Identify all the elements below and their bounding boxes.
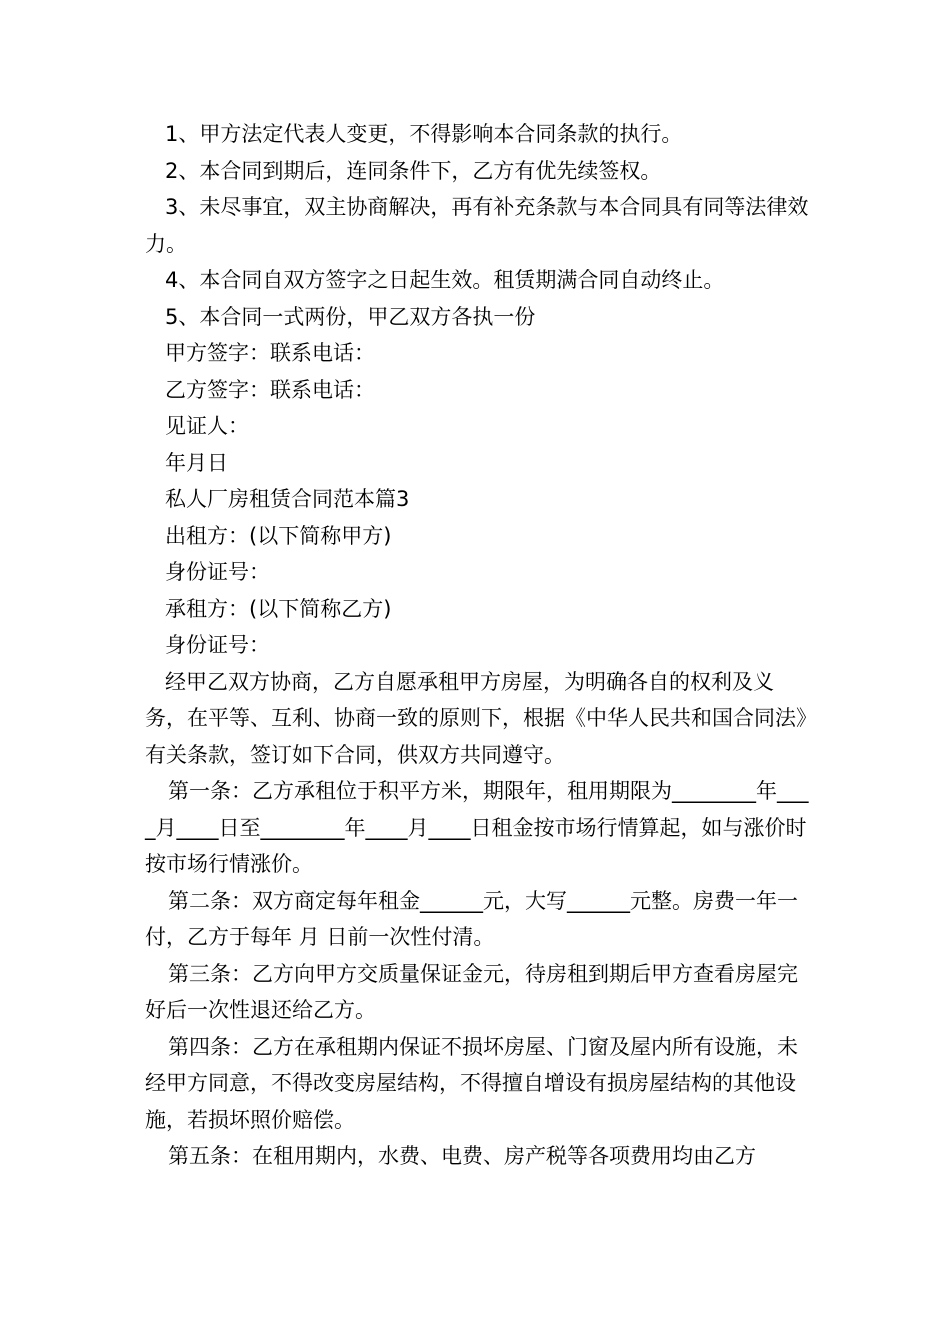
party-b-signature: 乙方签字：联系电话：	[165, 377, 375, 402]
lessee-line: 承租方：(以下简称乙方)	[165, 596, 392, 621]
article-5: 第五条：在租用期内，水费、电费、房产税等各项费用均由乙方	[168, 1144, 756, 1168]
lessor-line: 出租方：(以下简称甲方)	[165, 523, 392, 548]
lessee-id-line: 身份证号：	[165, 633, 270, 657]
article-3: 第三条：乙方向甲方交质量保证金元，待房租到期后甲方查看房屋完好后一次性退还给乙方。	[145, 961, 798, 1022]
section-title: 私人厂房租赁合同范本篇3	[165, 487, 410, 511]
preamble-paragraph: 经甲乙双方协商，乙方自愿承租甲方房屋，为明确各自的权利及义务，在平等、互利、协商一致的原则下，根据《中华人民共和国合同法》有关条款，签订如下合同，供双方共同遵守。	[145, 669, 807, 767]
date-line: 年月日	[165, 450, 228, 475]
article-1: 第一条：乙方承租位于积平方米，期限年，租用期限为________年____月____日至________年____月____日租金按市场行情算起，如与涨价时按市场行情涨价。	[145, 779, 809, 876]
lessor-id-line: 身份证号：	[165, 560, 270, 584]
clause-4: 4、本合同自双方签字之日起生效。租赁期满合同自动终止。	[165, 268, 725, 292]
article-4: 第四条：乙方在承租期内保证不损坏房屋、门窗及屋内所有设施，未经甲方同意，不得改变房屋结构，不得擅自增设有损房屋结构的其他设施，若损坏照价赔偿。	[145, 1034, 798, 1132]
witness-line: 见证人：	[165, 414, 249, 438]
clause-1: 1、甲方法定代表人变更，不得影响本合同条款的执行。	[165, 122, 683, 146]
clause-3: 3、未尽事宜，双主协商解决，再有补充条款与本合同具有同等法律效力。	[145, 195, 809, 256]
clause-2: 2、本合同到期后，连同条件下，乙方有优先续签权。	[165, 158, 662, 183]
article-2: 第二条：双方商定每年租金______元，大写______元整。房费一年一付，乙方于每年 月 日前一次性付清。	[145, 888, 798, 949]
clause-5: 5、本合同一式两份，甲乙双方各执一份	[165, 304, 536, 329]
document-body	[145, 116, 810, 1175]
party-a-signature: 甲方签字：联系电话：	[165, 341, 375, 365]
